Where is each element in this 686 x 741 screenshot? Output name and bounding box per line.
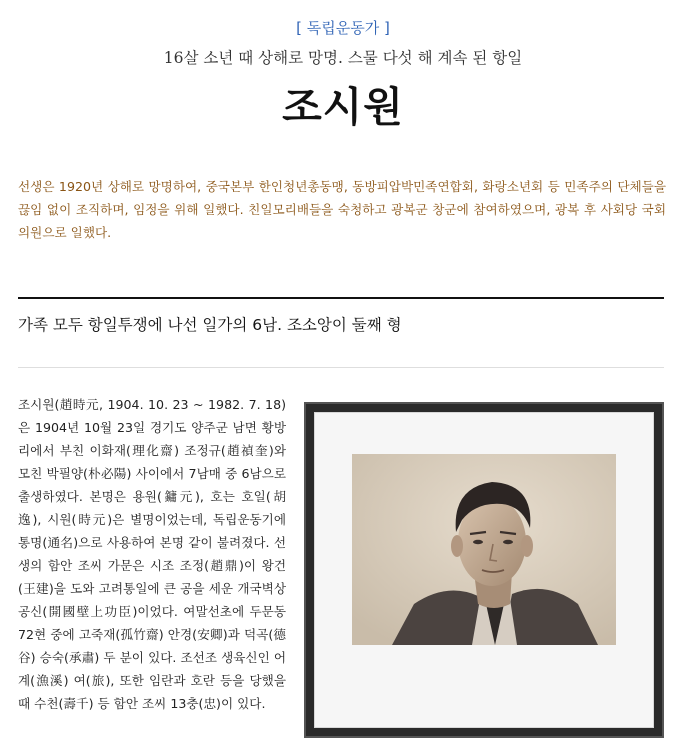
portrait-mat — [314, 412, 654, 728]
page-title: 조시원 — [282, 83, 404, 131]
section-underline — [18, 367, 664, 368]
page-subtitle: 16살 소년 때 상해로 망명. 스물 다섯 해 계속 된 항일 — [163, 49, 523, 67]
portrait-frame — [304, 402, 664, 738]
portrait-photo — [352, 454, 616, 645]
section-divider — [18, 297, 664, 299]
summary-paragraph: 선생은 1920년 상해로 망명하여, 중국본부 한인청년총동맹, 동방피압박민족연합회, 화랑소년회 등 민족주의 단체들을 끊임 없이 조직하며, 임정을 위해 일했다. 친일모리배들을 숙청하고 광복군 창군에 참여하였으며, 광복 후 사회당 국회의원으로 일했다. — [18, 179, 666, 240]
section-heading: 가족 모두 항일투쟁에 나선 일가의 6남. 조소앙이 둘째 형 — [18, 316, 402, 334]
portrait-illustration — [352, 454, 616, 645]
category-label: [ 독립운동가 ] — [296, 19, 390, 37]
biography-paragraph: 조시원(趙時元, 1904. 10. 23 ~ 1982. 7. 18)은 1904년 10월 23일 경기도 양주군 남면 황방리에서 부친 이화재(理化齋) 조정규(趙禎奎)와 모친 박필양(朴必陽) 사이에서 7남매 중 6남으로 출생하였다. 본명은 용원(鏞元), 호는 호일(胡逸), 시원(時元)은 별명이었는데, 독립운동기에 통명(通名)으로 사용하여 본명 같이 불려졌다. 선생의 함안 조씨 가문은 시조 조정(趙鼎)이 왕건(王建)을 도와 고려통일에 큰 공을 세운 개국벽상공신(開國壁上功臣)이었다. 여말선초에 두문동 72현 중에 고죽재(孤竹齋) 안경(安卿)과 덕곡(德谷) 승숙(承肅) 두 분이 있다. 조선조 생육신인 어계(漁溪) 여(旅), 또한 임란과 호란 등을 당했을 때 수천(壽千) 등 함안 조씨 13충(忠)이 있다. — [18, 397, 286, 711]
